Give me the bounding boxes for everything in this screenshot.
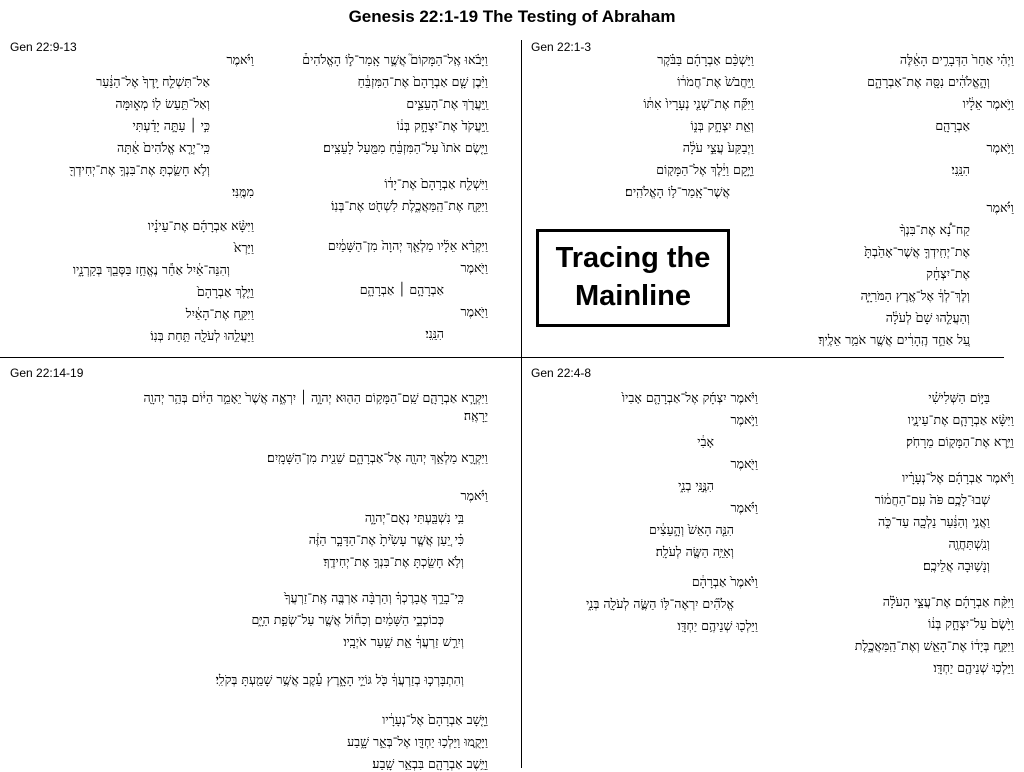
- hebrew-line: אֲשֶׁר־אָֽמַר־ל֥וֹ הָאֱלֹהִֽים׃: [625, 184, 730, 199]
- hebrew-line: וַאֲנִ֣י וְהַנַּ֔עַר נֵלְכָ֖ה עַד־כֹּ֑ה: [877, 514, 990, 529]
- hebrew-line: אַל־תִּשְׁלַ֤ח יָֽדְךָ֙ אֶל־הַנַּ֔עַר: [96, 74, 210, 89]
- hebrew-line: וַיִּקַּ֨ח אַבְרָהָ֜ם אֶת־עֲצֵ֣י הָעֹלָ֗ה: [882, 594, 1014, 609]
- hebrew-line: וַיֹּ֖אמֶר: [460, 260, 488, 275]
- hebrew-line: וַיִּ֨בֶן שָׁ֤ם אַבְרָהָם֙ אֶת־הַמִּזְבֵּ֔חַ: [357, 74, 488, 89]
- tracing-the-mainline-box: [536, 229, 730, 327]
- hebrew-line: וַיִּשָּׂ֨א אַבְרָהָ֜ם אֶת־עֵינָ֗יו: [147, 218, 254, 233]
- hebrew-line: וְהִתְבָּרְכ֣וּ בְזַרְעֲךָ֔ כֹּ֖ל גּוֹיֵ֣י הָאָ֑רֶץ עֵ֕קֶב אֲשֶׁ֥ר שָׁמַ֖עְתָּ בְּקֹלִֽי׃: [215, 672, 464, 687]
- hebrew-line: אֶת־יְחִֽידְךָ֤ אֲשֶׁר־אָהַ֙בְתָּ֙: [864, 244, 970, 259]
- hebrew-line: וַיְהִ֗י אַחַר֙ הַדְּבָרִ֣ים הָאֵ֔לֶּה: [899, 52, 1014, 67]
- vertical-divider: [521, 40, 522, 768]
- hebrew-line: וַיִּשָּׂ֨א אַבְרָהָ֧ם אֶת־עֵינָ֛יו: [907, 412, 1014, 427]
- hebrew-line: וַיֹּ֖אמֶר: [460, 304, 488, 319]
- hebrew-line: וַיִּקַּ֖ח אֶת־הַֽמַּאֲכֶ֑לֶת לִשְׁחֹ֖ט אֶת־בְּנֽוֹ׃: [331, 198, 488, 213]
- hebrew-line: וְאַיֵּ֥ה הַשֶּׂ֖ה לְעֹלָֽה׃: [655, 544, 734, 559]
- hebrew-line: אַבְרָהָ֣ם ׀ אַבְרָהָ֑ם: [359, 282, 444, 297]
- hebrew-line: וַיִּקַּ֣ח בְּיָד֔וֹ אֶת־הָאֵ֖שׁ וְאֶת־הַֽמַּאֲכֶ֑לֶת: [854, 638, 1014, 653]
- hebrew-line: וַיֵּלְכ֖וּ שְׁנֵיהֶ֥ם יַחְדָּֽו׃: [677, 618, 758, 633]
- hebrew-line: אַבְרָהָ֖ם: [935, 118, 970, 133]
- hebrew-line: וַיָּ֤שֶׂם אֹתוֹ֙ עַל־הַמִּזְבֵּ֔חַ מִמַּ֖עַל לָעֵצִֽים׃: [323, 140, 488, 155]
- hebrew-line: כִּֽי־יְרֵ֤א אֱלֹהִים֙ אַ֔תָּה: [117, 140, 210, 155]
- hebrew-line: אֱלֹהִ֞ים יִרְאֶה־לּ֥וֹ הַשֶּׂ֛ה לְעֹלָ֖ה בְּנִ֑י: [585, 596, 734, 611]
- hebrew-line: וְהַעֲלֵ֤הוּ שָׁם֙ לְעֹלָ֔ה: [885, 310, 970, 325]
- hebrew-line: וַיֵּ֥שֶׁב אַבְרָהָ֖ם בִּבְאֵ֥ר שָֽׁבַע׃: [372, 756, 488, 771]
- hebrew-line: וַיֹּ֨אמֶר יִצְחָ֜ק אֶל־אַבְרָהָ֤ם אָבִיו֙: [621, 390, 758, 405]
- hebrew-line: וַֽיַּעֲרֹ֖ךְ אֶת־הָעֵצִ֑ים: [406, 96, 488, 111]
- hebrew-line: וַיָּ֣קָם וַיֵּ֔לֶךְ אֶל־הַמָּק֖וֹם: [656, 162, 754, 177]
- hebrew-line: וְהִנֵּה־אַ֔יִל אַחַ֕ר נֶאֱחַ֥ז בַּסְּבַ֖ךְ בְּקַרְנָ֑יו: [72, 262, 230, 277]
- hebrew-line: שְׁבוּ־לָכֶ֥ם פֹּה֙ עִֽם־הַחֲמ֔וֹר: [874, 492, 990, 507]
- hebrew-line: מִמֶּֽנִּי׃: [231, 184, 254, 199]
- hebrew-line: בִּ֥י נִשְׁבַּ֖עְתִּי נְאֻם־יְהוָ֑ה: [364, 510, 464, 525]
- hebrew-line: וְאֵ֖ת יִצְחָ֣ק בְּנ֑וֹ: [690, 118, 754, 133]
- hebrew-line: וַיֹּ֖אמֶר: [730, 456, 758, 471]
- hebrew-line: וַיֹּ֣אמֶר: [730, 412, 758, 427]
- hebrew-line: וְלֹ֥א חָשַׂ֛כְתָּ אֶת־בִּנְךָ֥ אֶת־יְחִידְךָ֖: [69, 162, 210, 177]
- hebrew-line: וַיִּקַּ֣ח אֶת־הָאַ֔יִל: [185, 306, 254, 321]
- page-title: Genesis 22:1-19 The Testing of Abraham: [348, 7, 676, 26]
- hebrew-line: וַֽיַּעֲקֹד֙ אֶת־יִצְחָ֣ק בְּנ֔וֹ: [396, 118, 488, 133]
- hebrew-line: וַיִּקַּ֞ח אֶת־שְׁנֵ֤י נְעָרָיו֙ אִתּ֔וֹ: [643, 96, 754, 111]
- section-label-1-3: Gen 22:1-3: [531, 40, 592, 54]
- hebrew-line: וַיֹּ֥אמֶר: [986, 140, 1014, 155]
- hebrew-line: אָבִ֔י: [697, 434, 714, 449]
- hebrew-line: כְּכוֹכְבֵ֣י הַשָּׁמַ֔יִם וְכַח֕וֹל אֲשֶׁ֖ר עַל־שְׂפַ֣ת הַיָּ֑ם: [251, 612, 444, 627]
- hebrew-line: וַיְבַקַּע֙ עֲצֵ֣י עֹלָ֔ה: [682, 140, 754, 155]
- hebrew-line: וְלֹ֥א חָשַׂ֖כְתָּ אֶת־בִּנְךָ֥ אֶת־יְחִידֶֽךָ׃: [323, 554, 464, 569]
- hebrew-line: הִנֵּֽנִי׃: [425, 326, 444, 341]
- hebrew-line: וְיִרַ֣שׁ זַרְעֲךָ֔ אֵ֖ת שַׁ֥עַר אֹיְבָֽיו׃: [343, 634, 464, 649]
- hebrew-line: כִּֽי־בָרֵ֣ךְ אֲבָרֶכְךָ֗ וְהַרְבָּ֨ה אַרְבֶּ֤ה אֶֽת־זַרְעֲךָ֙: [284, 590, 464, 605]
- hebrew-line: וַיַּעֲלֵ֥הוּ לְעֹלָ֖ה תַּ֥חַת בְּנֽוֹ׃: [150, 328, 254, 343]
- hebrew-line: וַיַּ֥רְא אֶת־הַמָּק֖וֹם מֵרָחֹֽק׃: [906, 434, 1014, 449]
- hebrew-line: עַ֚ל אַחַ֣ד הֶֽהָרִ֔ים אֲשֶׁ֖ר אֹמַ֥ר אֵלֶֽיךָ׃: [818, 332, 970, 347]
- hebrew-line: וַיֹּ֙אמֶר֙ אַבְרָהָ֔ם: [691, 574, 758, 589]
- hebrew-line: וַיִּקְרָ֛א מַלְאַ֥ךְ יְהוָ֖ה אֶל־אַבְרָהָ֑ם שֵׁנִ֖ית מִן־הַשָּׁמָֽיִם׃: [267, 450, 488, 465]
- hebrew-line: אֶת־יִצְחָ֔ק: [926, 266, 970, 281]
- hebrew-line: וַיָּבֹ֗אוּ אֶֽל־הַמָּקוֹם֮ אֲשֶׁ֣ר אָֽמַר־ל֣וֹ הָאֱלֹהִים֒: [302, 52, 488, 67]
- hebrew-line: וַיֹּ֡אמֶר: [986, 200, 1014, 215]
- box-line-2: Mainline: [574, 280, 691, 312]
- hebrew-line: וַיֵּלְכ֥וּ שְׁנֵיהֶ֖ם יַחְדָּֽו׃: [933, 660, 1014, 675]
- hebrew-line: קַח־נָ֠א אֶת־בִּנְךָ֨: [899, 222, 970, 237]
- hebrew-line: וַיָּקֻ֛מוּ וַיֵּלְכ֥וּ יַחְדָּ֖ו אֶל־בְּאֵ֣ר שָׁ֑בַע: [347, 734, 488, 749]
- hebrew-line: וַיֹּ֨אמֶר אַבְרָהָ֜ם אֶל־נְעָרָ֗יו: [901, 470, 1014, 485]
- hebrew-line: וַיֹּ֗אמֶר: [226, 52, 254, 67]
- hebrew-line: וַיֹּ֣אמֶר אֵלָ֔יו: [962, 96, 1014, 111]
- hebrew-line: וְלֶךְ־לְךָ֔ אֶל־אֶ֖רֶץ הַמֹּרִיָּ֑ה: [860, 288, 970, 303]
- hebrew-line: וְנִֽשְׁתַּחֲוֶ֖ה: [948, 536, 990, 551]
- hebrew-line: בַּיּ֣וֹם הַשְּׁלִישִׁ֗י: [928, 390, 990, 405]
- hebrew-line: כִּ֗י יַ֚עַן אֲשֶׁ֤ר עָשִׂ֙יתָ֙ אֶת־הַדָּבָ֣ר הַזֶּ֔ה: [308, 532, 464, 547]
- hebrew-line: הִנֵּ֤ה הָאֵשׁ֙ וְהָ֣עֵצִ֔ים: [648, 522, 734, 537]
- section-label-4-8: Gen 22:4-8: [531, 366, 592, 380]
- hebrew-line: וַיִּקְרָ֨א אֵלָ֜יו מַלְאַ֤ךְ יְהוָה֙ מִן־הַשָּׁמַ֔יִם: [327, 238, 488, 253]
- hebrew-line: וַיַּשְׁכֵּ֨ם אַבְרָהָ֜ם בַּבֹּ֗קֶר: [657, 52, 754, 67]
- section-label-9-13: Gen 22:9-13: [10, 40, 77, 54]
- hebrew-line: יֵרָאֶֽה׃: [463, 408, 488, 423]
- hebrew-line: וַיֵּ֤לֶךְ אַבְרָהָם֙: [196, 284, 254, 299]
- hebrew-line: וַֽיַּחֲבֹשׁ֙ אֶת־חֲמֹר֔וֹ: [677, 74, 754, 89]
- hebrew-line: וַיָּ֤שָׁב אַבְרָהָם֙ אֶל־נְעָרָ֔יו: [382, 712, 488, 727]
- hebrew-line: וְנָשׁ֥וּבָה אֲלֵיכֶֽם׃: [922, 558, 990, 573]
- hebrew-line: וְהָ֣אֱלֹהִ֔ים נִסָּ֖ה אֶת־אַבְרָהָ֑ם: [867, 74, 990, 89]
- hebrew-line: וַיִּשְׁלַ֤ח אַבְרָהָם֙ אֶת־יָד֔וֹ: [384, 176, 488, 191]
- section-label-14-19: Gen 22:14-19: [10, 366, 84, 380]
- hebrew-line: כִּ֣י ׀ עַתָּ֣ה יָדַ֗עְתִּי: [132, 118, 210, 133]
- hebrew-line: הִנֵּֽנִי׃: [951, 162, 970, 177]
- horizontal-divider: [0, 357, 1004, 358]
- hebrew-line: וַיִּקְרָ֧א אַבְרָהָ֛ם שֵֽׁם־הַמָּק֥וֹם הַה֖וּא יְהוָ֣ה ׀ יִרְאֶ֑ה אֲשֶׁר֙ יֵאָמֵ֣ר הַיּ֔וֹם בְּהַ֥ר יְהוָ֖ה: [143, 390, 488, 405]
- hebrew-line: הִנֶּ֣נִּֽי בְנִ֑י: [678, 478, 714, 493]
- hebrew-line: וְאַל־תַּ֥עַשׂ ל֖וֹ מְא֑וּמָּה: [115, 96, 210, 111]
- box-line-1: Tracing the: [555, 242, 711, 275]
- hebrew-line: וַיֹּ֗אמֶר: [460, 488, 488, 503]
- hebrew-line: וַיֹּ֗אמֶר: [730, 500, 758, 515]
- hebrew-line: וַיַּרְא֙: [233, 240, 254, 255]
- hebrew-line: וַיָּ֙שֶׂם֙ עַל־יִצְחָ֣ק בְּנ֔וֹ: [928, 616, 1014, 631]
